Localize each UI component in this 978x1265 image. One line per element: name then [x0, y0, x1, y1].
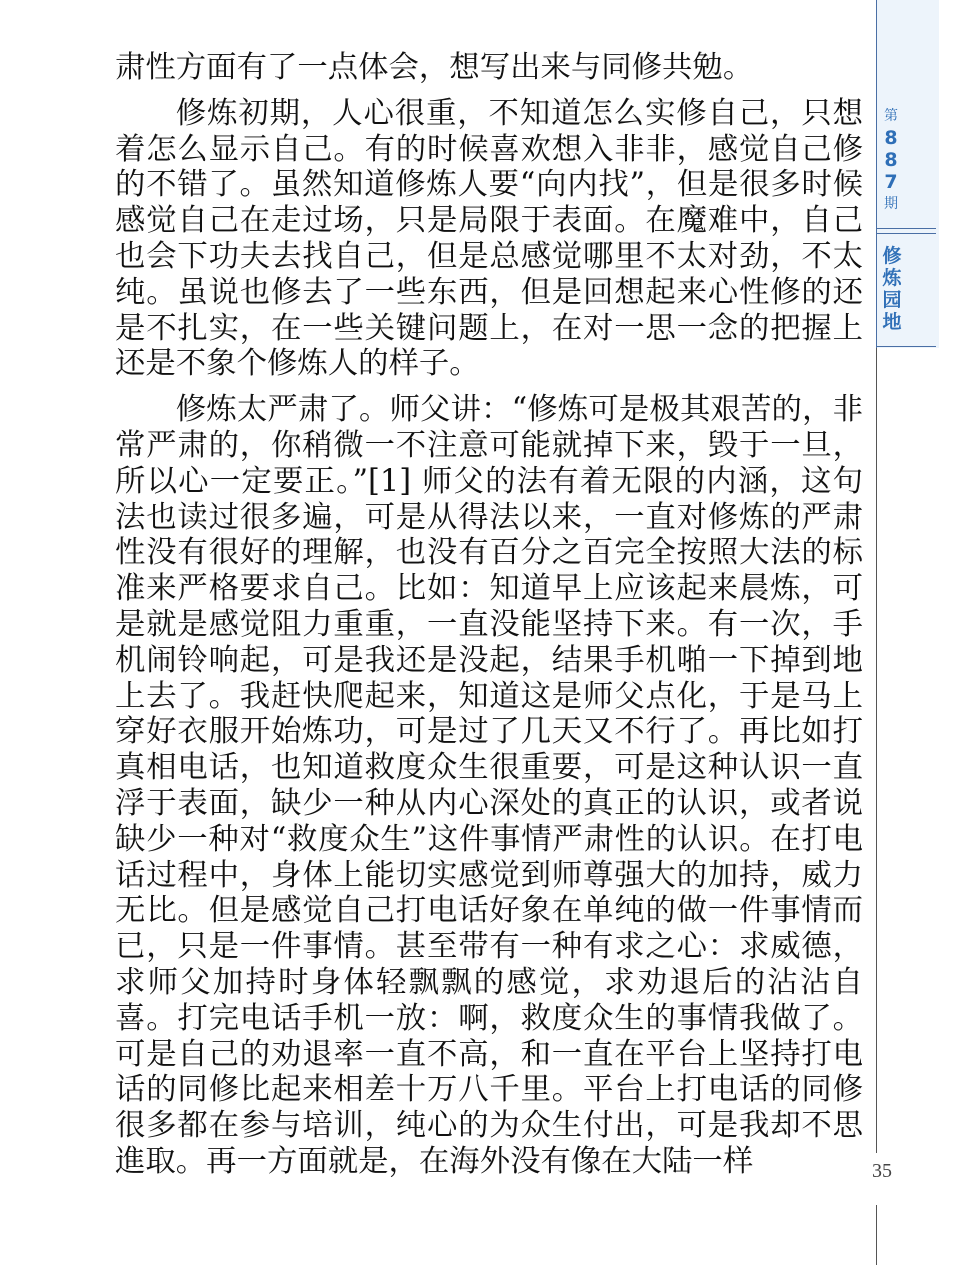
paragraph: 修炼初期，人心很重，不知道怎么实修自己，只想着怎么显示自己。有的时候喜欢想入非非，感觉自己修的不错了。虽然知道修炼人要“向内找”，但是很多时候感觉自己在走过场，只是局限于表面。在魔难中，自己也会下功夫去找自己，但是总感觉哪里不太对劲，不太纯。虽说也修去了一些东西，但是回想起来心性修的还是不扎实，在一些关键问题上，在对一思一念的把握上还是不象个修炼人的样子。 [115, 95, 863, 382]
page-number: 35 [872, 1160, 892, 1182]
paragraph: 修炼太严肃了。师父讲：“修炼可是极其艰苦的，非常严肃的，你稍微一不注意可能就掉下来，毁于一旦，所以心一定要正。”[1] 师父的法有着无限的内涵，这句法也读过很多遍，可是从得法以来，一直对修炼的严肃性没有很好的理解，也没有百分之百完全按照大法的标准来严格要求自己。比如：知道早上应该起来晨炼，可是就是感觉阻力重重，一直没能坚持下来。有一次，手机闹铃响起，可是我还是没起，结果手机啪一下掉到地上去了。我赶快爬起来，知道这是师父点化，于是马上穿好衣服开始炼功，可是过了几天又不行了。再比如打真相电话，也知道救度众生很重要，可是这种认识一直浮于表面，缺少一种从内心深处的真正的认识，或者说缺少一种对“救度众生”这件事情严肃性的认识。在打电话过程中，身体上能切实感觉到师尊强大的加持，威力无比。但是感觉自己打电话好象在单纯的做一件事情而已，只是一件事情。甚至带有一种有求之心：求威德，求师父加持时身体轻飘飘的感觉，求劝退后的沾沾自喜。打完电话手机一放：啊，救度众生的事情我做了。可是自己的劝退率一直不高，和一直在平台上坚持打电话的同修比起来相差十万八千里。平台上打电话的同修很多都在参与培训，纯心的为众生付出，可是我却不思進取。再一方面就是，在海外没有像在大陆一样 [115, 392, 863, 1179]
sidebar-bottom-rule [876, 346, 936, 347]
section-char: 修 [882, 245, 902, 267]
issue-digit: 8 [884, 149, 898, 171]
margin-rule-lower [876, 1205, 877, 1265]
paragraph: 肃性方面有了一点体会，想写出来与同修共勉。 [115, 50, 754, 85]
issue-number [876, 105, 906, 215]
issue-digit: 8 [884, 127, 898, 149]
issue-prefix: 第 [884, 108, 898, 124]
section-char: 园 [882, 289, 902, 311]
margin-rule-upper [876, 348, 877, 1153]
issue-digit: 7 [884, 171, 898, 193]
section-title [876, 245, 908, 333]
sidebar-divider-2 [876, 233, 936, 234]
section-char: 地 [882, 311, 902, 333]
section-char: 炼 [882, 267, 902, 289]
sidebar-divider [876, 228, 936, 229]
issue-suffix: 期 [884, 196, 898, 212]
article-body [115, 50, 863, 1190]
